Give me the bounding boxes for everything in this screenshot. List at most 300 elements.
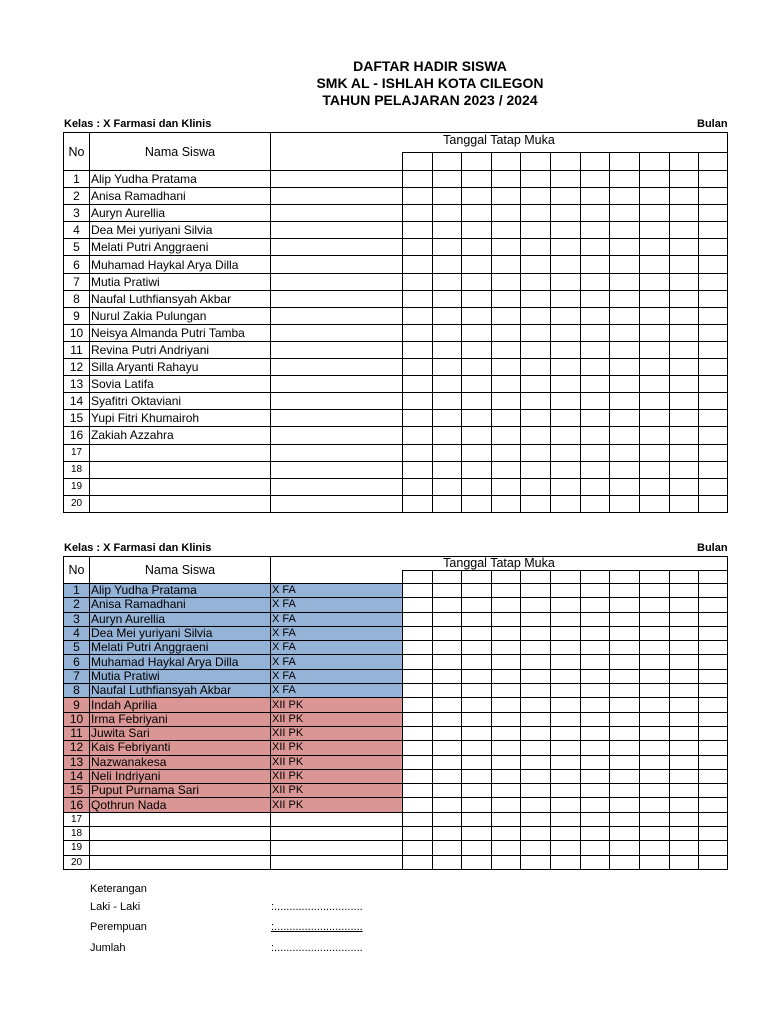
attendance-cell[interactable] (492, 324, 521, 341)
attendance-cell[interactable] (610, 741, 640, 755)
attendance-cell[interactable] (433, 307, 462, 324)
attendance-cell[interactable] (699, 741, 728, 755)
attendance-cell[interactable] (699, 669, 728, 683)
attendance-cell[interactable] (403, 598, 433, 612)
attendance-cell[interactable] (581, 769, 610, 783)
attendance-cell[interactable] (551, 626, 581, 640)
attendance-cell[interactable] (521, 273, 551, 290)
attendance-cell[interactable] (699, 341, 728, 358)
attendance-cell[interactable] (521, 769, 551, 783)
attendance-cell[interactable] (462, 376, 492, 393)
attendance-cell[interactable] (640, 341, 670, 358)
attendance-cell[interactable] (640, 612, 670, 626)
attendance-cell[interactable] (492, 171, 521, 188)
attendance-cell[interactable] (551, 798, 581, 812)
attendance-cell[interactable] (699, 273, 728, 290)
attendance-cell[interactable] (640, 841, 670, 855)
attendance-cell[interactable] (699, 256, 728, 273)
attendance-cell[interactable] (403, 495, 433, 512)
attendance-cell[interactable] (462, 741, 492, 755)
attendance-cell[interactable] (433, 341, 462, 358)
attendance-cell[interactable] (640, 741, 670, 755)
attendance-cell[interactable] (403, 855, 433, 869)
attendance-cell[interactable] (640, 755, 670, 769)
attendance-cell[interactable] (610, 427, 640, 444)
attendance-cell[interactable] (581, 461, 610, 478)
attendance-cell[interactable] (521, 393, 551, 410)
attendance-cell[interactable] (610, 827, 640, 841)
attendance-cell[interactable] (581, 598, 610, 612)
attendance-cell[interactable] (699, 393, 728, 410)
attendance-cell[interactable] (403, 798, 433, 812)
attendance-cell[interactable] (581, 341, 610, 358)
attendance-cell[interactable] (610, 273, 640, 290)
attendance-cell[interactable] (433, 584, 462, 598)
attendance-cell[interactable] (521, 376, 551, 393)
attendance-cell[interactable] (521, 827, 551, 841)
attendance-cell[interactable] (433, 290, 462, 307)
attendance-cell[interactable] (640, 188, 670, 205)
attendance-cell[interactable] (462, 655, 492, 669)
attendance-cell[interactable] (610, 222, 640, 239)
attendance-cell[interactable] (699, 495, 728, 512)
attendance-cell[interactable] (640, 427, 670, 444)
attendance-cell[interactable] (551, 812, 581, 826)
attendance-cell[interactable] (551, 290, 581, 307)
attendance-cell[interactable] (699, 755, 728, 769)
attendance-cell[interactable] (551, 273, 581, 290)
attendance-cell[interactable] (551, 655, 581, 669)
attendance-cell[interactable] (610, 324, 640, 341)
attendance-cell[interactable] (403, 478, 433, 495)
attendance-cell[interactable] (462, 205, 492, 222)
attendance-cell[interactable] (670, 324, 699, 341)
attendance-cell[interactable] (521, 341, 551, 358)
attendance-cell[interactable] (521, 755, 551, 769)
attendance-cell[interactable] (670, 612, 699, 626)
attendance-cell[interactable] (551, 410, 581, 427)
attendance-cell[interactable] (610, 444, 640, 461)
attendance-cell[interactable] (581, 741, 610, 755)
attendance-cell[interactable] (670, 171, 699, 188)
attendance-cell[interactable] (640, 812, 670, 826)
attendance-cell[interactable] (492, 641, 521, 655)
attendance-cell[interactable] (610, 684, 640, 698)
attendance-cell[interactable] (670, 626, 699, 640)
attendance-cell[interactable] (670, 641, 699, 655)
attendance-cell[interactable] (670, 461, 699, 478)
attendance-cell[interactable] (581, 393, 610, 410)
attendance-cell[interactable] (610, 755, 640, 769)
attendance-cell[interactable] (551, 827, 581, 841)
attendance-cell[interactable] (433, 478, 462, 495)
attendance-cell[interactable] (670, 273, 699, 290)
attendance-cell[interactable] (403, 812, 433, 826)
attendance-cell[interactable] (492, 393, 521, 410)
attendance-cell[interactable] (670, 741, 699, 755)
attendance-cell[interactable] (462, 478, 492, 495)
attendance-cell[interactable] (521, 712, 551, 726)
attendance-cell[interactable] (492, 584, 521, 598)
attendance-cell[interactable] (640, 410, 670, 427)
attendance-cell[interactable] (640, 855, 670, 869)
attendance-cell[interactable] (492, 376, 521, 393)
attendance-cell[interactable] (521, 461, 551, 478)
attendance-cell[interactable] (640, 655, 670, 669)
attendance-cell[interactable] (610, 461, 640, 478)
attendance-cell[interactable] (492, 444, 521, 461)
attendance-cell[interactable] (462, 188, 492, 205)
attendance-cell[interactable] (403, 684, 433, 698)
attendance-cell[interactable] (670, 359, 699, 376)
attendance-cell[interactable] (403, 461, 433, 478)
attendance-cell[interactable] (521, 290, 551, 307)
attendance-cell[interactable] (551, 641, 581, 655)
attendance-cell[interactable] (640, 393, 670, 410)
attendance-cell[interactable] (581, 307, 610, 324)
attendance-cell[interactable] (403, 784, 433, 798)
attendance-cell[interactable] (610, 495, 640, 512)
attendance-cell[interactable] (670, 205, 699, 222)
attendance-cell[interactable] (640, 726, 670, 740)
attendance-cell[interactable] (433, 410, 462, 427)
attendance-cell[interactable] (581, 655, 610, 669)
attendance-cell[interactable] (699, 461, 728, 478)
attendance-cell[interactable] (462, 393, 492, 410)
attendance-cell[interactable] (610, 769, 640, 783)
attendance-cell[interactable] (462, 171, 492, 188)
attendance-cell[interactable] (551, 444, 581, 461)
attendance-cell[interactable] (699, 171, 728, 188)
attendance-cell[interactable] (610, 584, 640, 598)
attendance-cell[interactable] (551, 341, 581, 358)
attendance-cell[interactable] (640, 324, 670, 341)
attendance-cell[interactable] (433, 222, 462, 239)
attendance-cell[interactable] (521, 798, 551, 812)
attendance-cell[interactable] (699, 290, 728, 307)
attendance-cell[interactable] (699, 855, 728, 869)
attendance-cell[interactable] (462, 273, 492, 290)
attendance-cell[interactable] (433, 273, 462, 290)
attendance-cell[interactable] (433, 641, 462, 655)
attendance-cell[interactable] (433, 427, 462, 444)
attendance-cell[interactable] (610, 698, 640, 712)
attendance-cell[interactable] (640, 684, 670, 698)
attendance-cell[interactable] (551, 222, 581, 239)
attendance-cell[interactable] (521, 427, 551, 444)
attendance-cell[interactable] (670, 841, 699, 855)
attendance-cell[interactable] (581, 726, 610, 740)
attendance-cell[interactable] (433, 461, 462, 478)
attendance-cell[interactable] (492, 612, 521, 626)
attendance-cell[interactable] (403, 584, 433, 598)
attendance-cell[interactable] (670, 376, 699, 393)
attendance-cell[interactable] (640, 307, 670, 324)
attendance-cell[interactable] (403, 307, 433, 324)
attendance-cell[interactable] (670, 684, 699, 698)
attendance-cell[interactable] (521, 741, 551, 755)
attendance-cell[interactable] (403, 741, 433, 755)
attendance-cell[interactable] (403, 410, 433, 427)
attendance-cell[interactable] (640, 598, 670, 612)
attendance-cell[interactable] (492, 205, 521, 222)
attendance-cell[interactable] (433, 324, 462, 341)
attendance-cell[interactable] (581, 222, 610, 239)
attendance-cell[interactable] (581, 855, 610, 869)
attendance-cell[interactable] (699, 698, 728, 712)
attendance-cell[interactable] (403, 755, 433, 769)
attendance-cell[interactable] (462, 341, 492, 358)
attendance-cell[interactable] (492, 427, 521, 444)
attendance-cell[interactable] (551, 598, 581, 612)
attendance-cell[interactable] (551, 684, 581, 698)
attendance-cell[interactable] (492, 769, 521, 783)
attendance-cell[interactable] (433, 827, 462, 841)
attendance-cell[interactable] (581, 712, 610, 726)
attendance-cell[interactable] (610, 341, 640, 358)
attendance-cell[interactable] (581, 273, 610, 290)
attendance-cell[interactable] (670, 784, 699, 798)
attendance-cell[interactable] (581, 376, 610, 393)
attendance-cell[interactable] (670, 827, 699, 841)
attendance-cell[interactable] (670, 598, 699, 612)
attendance-cell[interactable] (610, 655, 640, 669)
attendance-cell[interactable] (699, 584, 728, 598)
attendance-cell[interactable] (521, 841, 551, 855)
attendance-cell[interactable] (521, 812, 551, 826)
attendance-cell[interactable] (403, 256, 433, 273)
attendance-cell[interactable] (670, 698, 699, 712)
attendance-cell[interactable] (521, 584, 551, 598)
attendance-cell[interactable] (403, 655, 433, 669)
attendance-cell[interactable] (699, 726, 728, 740)
attendance-cell[interactable] (670, 584, 699, 598)
attendance-cell[interactable] (581, 239, 610, 256)
attendance-cell[interactable] (521, 188, 551, 205)
attendance-cell[interactable] (403, 726, 433, 740)
attendance-cell[interactable] (462, 290, 492, 307)
attendance-cell[interactable] (462, 855, 492, 869)
attendance-cell[interactable] (699, 812, 728, 826)
attendance-cell[interactable] (551, 171, 581, 188)
attendance-cell[interactable] (699, 655, 728, 669)
attendance-cell[interactable] (492, 655, 521, 669)
attendance-cell[interactable] (670, 307, 699, 324)
attendance-cell[interactable] (670, 712, 699, 726)
attendance-cell[interactable] (640, 495, 670, 512)
attendance-cell[interactable] (551, 741, 581, 755)
attendance-cell[interactable] (699, 307, 728, 324)
attendance-cell[interactable] (403, 222, 433, 239)
attendance-cell[interactable] (670, 798, 699, 812)
attendance-cell[interactable] (462, 256, 492, 273)
attendance-cell[interactable] (462, 798, 492, 812)
attendance-cell[interactable] (670, 855, 699, 869)
attendance-cell[interactable] (462, 841, 492, 855)
attendance-cell[interactable] (403, 669, 433, 683)
attendance-cell[interactable] (640, 461, 670, 478)
attendance-cell[interactable] (492, 461, 521, 478)
attendance-cell[interactable] (492, 812, 521, 826)
attendance-cell[interactable] (551, 376, 581, 393)
attendance-cell[interactable] (581, 427, 610, 444)
attendance-cell[interactable] (670, 755, 699, 769)
attendance-cell[interactable] (462, 324, 492, 341)
attendance-cell[interactable] (581, 684, 610, 698)
attendance-cell[interactable] (433, 171, 462, 188)
attendance-cell[interactable] (610, 626, 640, 640)
attendance-cell[interactable] (551, 784, 581, 798)
attendance-cell[interactable] (640, 239, 670, 256)
attendance-cell[interactable] (670, 393, 699, 410)
attendance-cell[interactable] (403, 698, 433, 712)
attendance-cell[interactable] (551, 855, 581, 869)
attendance-cell[interactable] (521, 669, 551, 683)
attendance-cell[interactable] (670, 655, 699, 669)
attendance-cell[interactable] (581, 290, 610, 307)
attendance-cell[interactable] (433, 188, 462, 205)
attendance-cell[interactable] (492, 359, 521, 376)
attendance-cell[interactable] (699, 827, 728, 841)
attendance-cell[interactable] (640, 273, 670, 290)
attendance-cell[interactable] (699, 626, 728, 640)
attendance-cell[interactable] (433, 684, 462, 698)
attendance-cell[interactable] (403, 641, 433, 655)
attendance-cell[interactable] (640, 359, 670, 376)
attendance-cell[interactable] (521, 626, 551, 640)
attendance-cell[interactable] (462, 222, 492, 239)
attendance-cell[interactable] (581, 827, 610, 841)
attendance-cell[interactable] (433, 256, 462, 273)
attendance-cell[interactable] (521, 655, 551, 669)
attendance-cell[interactable] (462, 239, 492, 256)
attendance-cell[interactable] (699, 478, 728, 495)
attendance-cell[interactable] (462, 584, 492, 598)
attendance-cell[interactable] (433, 376, 462, 393)
attendance-cell[interactable] (610, 726, 640, 740)
attendance-cell[interactable] (433, 769, 462, 783)
attendance-cell[interactable] (492, 741, 521, 755)
attendance-cell[interactable] (670, 427, 699, 444)
attendance-cell[interactable] (699, 841, 728, 855)
attendance-cell[interactable] (433, 726, 462, 740)
attendance-cell[interactable] (492, 256, 521, 273)
attendance-cell[interactable] (433, 612, 462, 626)
attendance-cell[interactable] (433, 495, 462, 512)
attendance-cell[interactable] (670, 222, 699, 239)
attendance-cell[interactable] (492, 698, 521, 712)
attendance-cell[interactable] (521, 239, 551, 256)
attendance-cell[interactable] (670, 444, 699, 461)
attendance-cell[interactable] (403, 359, 433, 376)
attendance-cell[interactable] (610, 855, 640, 869)
attendance-cell[interactable] (462, 755, 492, 769)
attendance-cell[interactable] (699, 798, 728, 812)
attendance-cell[interactable] (433, 393, 462, 410)
attendance-cell[interactable] (610, 171, 640, 188)
attendance-cell[interactable] (492, 755, 521, 769)
attendance-cell[interactable] (581, 478, 610, 495)
attendance-cell[interactable] (462, 427, 492, 444)
attendance-cell[interactable] (403, 841, 433, 855)
attendance-cell[interactable] (492, 798, 521, 812)
attendance-cell[interactable] (433, 359, 462, 376)
attendance-cell[interactable] (492, 273, 521, 290)
attendance-cell[interactable] (551, 478, 581, 495)
attendance-cell[interactable] (640, 256, 670, 273)
attendance-cell[interactable] (403, 427, 433, 444)
attendance-cell[interactable] (581, 812, 610, 826)
attendance-cell[interactable] (640, 290, 670, 307)
attendance-cell[interactable] (581, 612, 610, 626)
attendance-cell[interactable] (610, 205, 640, 222)
attendance-cell[interactable] (433, 444, 462, 461)
attendance-cell[interactable] (581, 798, 610, 812)
attendance-cell[interactable] (521, 684, 551, 698)
attendance-cell[interactable] (699, 427, 728, 444)
attendance-cell[interactable] (403, 626, 433, 640)
attendance-cell[interactable] (610, 256, 640, 273)
attendance-cell[interactable] (610, 290, 640, 307)
attendance-cell[interactable] (403, 612, 433, 626)
attendance-cell[interactable] (610, 612, 640, 626)
attendance-cell[interactable] (699, 376, 728, 393)
attendance-cell[interactable] (492, 188, 521, 205)
attendance-cell[interactable] (699, 222, 728, 239)
attendance-cell[interactable] (551, 726, 581, 740)
attendance-cell[interactable] (521, 855, 551, 869)
attendance-cell[interactable] (433, 712, 462, 726)
attendance-cell[interactable] (433, 812, 462, 826)
attendance-cell[interactable] (492, 495, 521, 512)
attendance-cell[interactable] (433, 841, 462, 855)
attendance-cell[interactable] (492, 784, 521, 798)
attendance-cell[interactable] (551, 584, 581, 598)
attendance-cell[interactable] (433, 655, 462, 669)
attendance-cell[interactable] (551, 669, 581, 683)
attendance-cell[interactable] (551, 712, 581, 726)
attendance-cell[interactable] (492, 827, 521, 841)
attendance-cell[interactable] (492, 478, 521, 495)
attendance-cell[interactable] (433, 698, 462, 712)
attendance-cell[interactable] (551, 307, 581, 324)
attendance-cell[interactable] (551, 188, 581, 205)
attendance-cell[interactable] (492, 726, 521, 740)
attendance-cell[interactable] (492, 341, 521, 358)
attendance-cell[interactable] (462, 698, 492, 712)
attendance-cell[interactable] (403, 205, 433, 222)
attendance-cell[interactable] (699, 188, 728, 205)
attendance-cell[interactable] (610, 798, 640, 812)
attendance-cell[interactable] (521, 478, 551, 495)
attendance-cell[interactable] (699, 410, 728, 427)
attendance-cell[interactable] (640, 669, 670, 683)
attendance-cell[interactable] (433, 598, 462, 612)
attendance-cell[interactable] (462, 812, 492, 826)
attendance-cell[interactable] (492, 239, 521, 256)
attendance-cell[interactable] (403, 376, 433, 393)
attendance-cell[interactable] (403, 171, 433, 188)
attendance-cell[interactable] (581, 669, 610, 683)
attendance-cell[interactable] (492, 855, 521, 869)
attendance-cell[interactable] (670, 341, 699, 358)
attendance-cell[interactable] (492, 669, 521, 683)
attendance-cell[interactable] (492, 712, 521, 726)
attendance-cell[interactable] (521, 612, 551, 626)
attendance-cell[interactable] (581, 171, 610, 188)
attendance-cell[interactable] (433, 798, 462, 812)
attendance-cell[interactable] (581, 626, 610, 640)
